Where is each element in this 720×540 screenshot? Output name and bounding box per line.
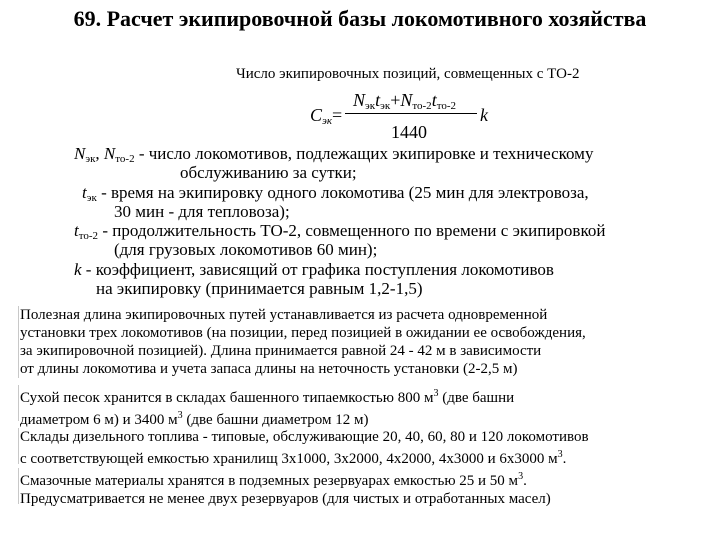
definition-n: $N_{эк}$, $N_{то-2}$ - число локомотивов, подлежащих экипировке и техническому (74, 144, 594, 165)
paragraph-line: Смазочные материалы хранятся в подземных резервуарах емкостью 25 и 50 $м^3$. (20, 471, 527, 489)
definition-t-ek-cont: 30 мин - для тепловоза); (114, 202, 290, 221)
formula-lhs: $C_{эк}$ (310, 105, 333, 127)
paragraph-divider (18, 428, 19, 464)
paragraph-line: от длины локомотива и учета запаса длины на неточность установки (2-2,5 м) (20, 361, 518, 377)
paragraph-line: диаметром 6 м) и 3400 $м^3$ (две башни диаметром 12 м) (20, 410, 369, 428)
paragraph-line: установки трех локомотивов (на позиции, перед позицией в ожидании ее освобождения, (20, 325, 586, 341)
paragraph-sand-storage (20, 385, 514, 429)
definition-n-cont: обслуживанию за сутки; (180, 163, 357, 182)
formula-caption: Число экипировочных позиций, совмещенных с ТО-2 (236, 66, 580, 82)
formula-equals: = (332, 105, 343, 125)
paragraph-divider (18, 468, 19, 504)
definition-k: k - коэффициент, зависящий от графика поступления локомотивов (74, 260, 554, 279)
definition-k-cont: на экипировку (принимается равным 1,2-1,5) (96, 279, 423, 298)
definition-t-ek: $t_{эк}$ - время на экипировку одного локомотива (25 мин для электровоза, (82, 183, 589, 204)
paragraph-line: Предусматривается не менее двух резервуаров (для чистых и отработанных масел) (20, 491, 551, 507)
paragraph-lubricants (20, 468, 551, 508)
paragraph-line: Полезная длина экипировочных путей устанавливается из расчета одновременной (20, 307, 548, 323)
paragraph-track-length (20, 306, 586, 378)
paragraph-divider (18, 385, 19, 421)
paragraph-line: Сухой песок хранится в складах башенного типаемкостью 800 $м^3$ (две башни (20, 388, 515, 406)
formula-denominator: 1440 (391, 122, 427, 142)
paragraph-line: с соответствующей емкостью хранилищ 3х1000, 3х2000, 4х2000, 4х3000 и 6х3000 $м^3$. (20, 449, 567, 467)
page-title: 69. Расчет экипировочной базы локомотивного хозяйства (73, 6, 647, 31)
formula-numerator: $N_{эк}t_{эк}+N_{то-2}t_{то-2}$ (353, 90, 457, 112)
paragraph-diesel-storage (20, 428, 589, 468)
paragraph-line: Склады дизельного топлива - типовые, обслуживающие 20, 40, 60, 80 и 120 локомотивов (20, 429, 589, 445)
paragraph-line: за экипировочной позицией). Длина принимается равной 24 - 42 м в зависимости (20, 343, 542, 359)
fraction-bar (345, 113, 477, 114)
definition-t-to2: $t_{то-2}$ - продолжительность ТО-2, совмещенного по времени с экипировкой (74, 221, 606, 242)
formula-k: k (480, 105, 488, 125)
definition-t-to2-cont: (для грузовых локомотивов 60 мин); (114, 240, 378, 259)
paragraph-divider (18, 306, 19, 378)
